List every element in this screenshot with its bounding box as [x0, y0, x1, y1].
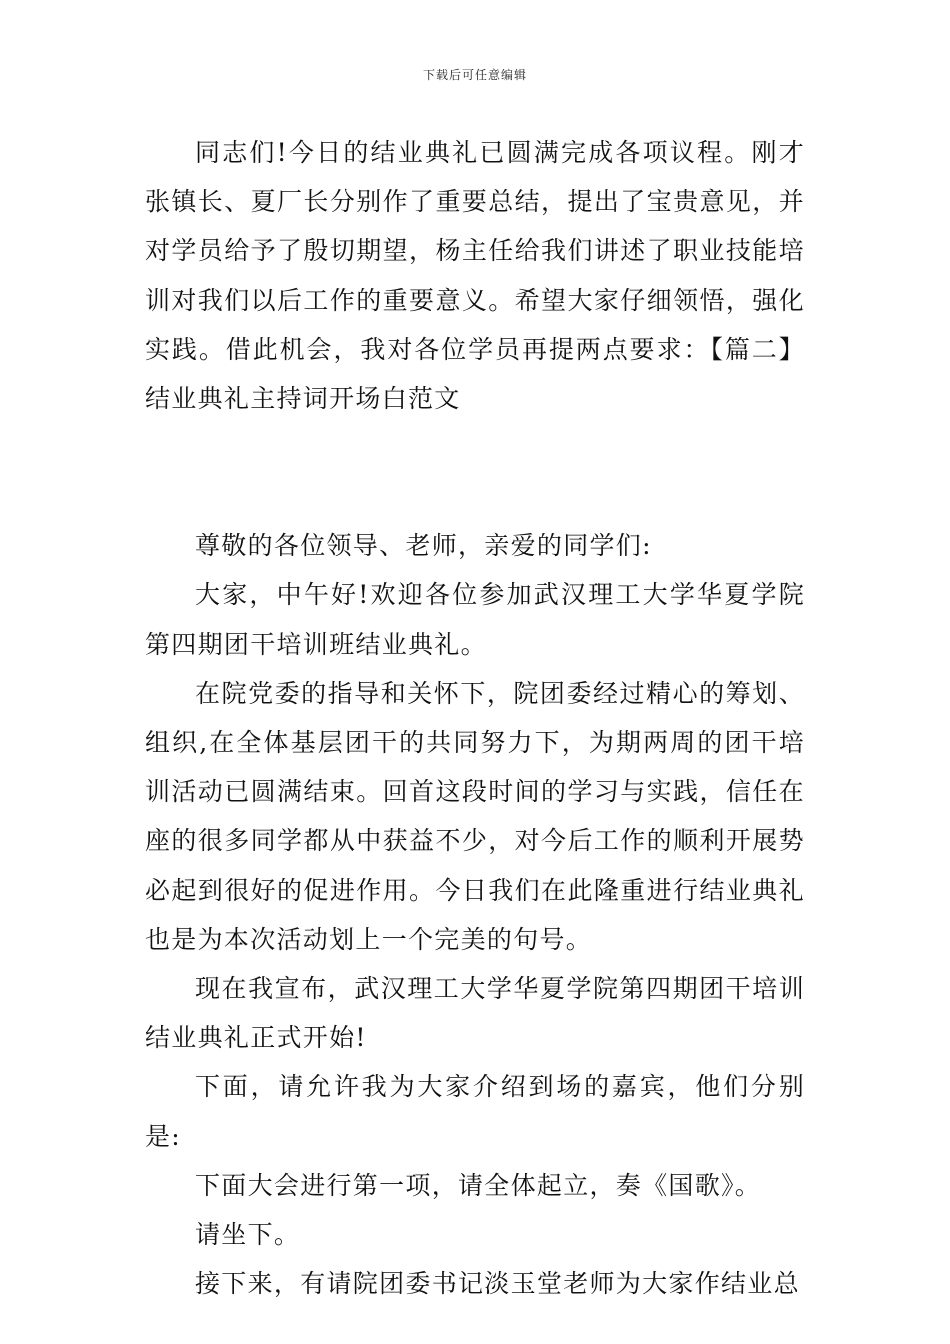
paragraph-closing-remarks: 同志们!今日的结业典礼已圆满完成各项议程。刚才张镇长、夏厂长分别作了重要总结，提出了宝贵意见，并对学员给予了殷切期望，杨主任给我们讲述了职业技能培训对我们以后工作的重要意义。希望大家仔细领悟，强化实践。借此机会，我对各位学员再提两点要求：【篇二】结业典礼主持词开场白范文 [145, 138, 805, 414]
section-gap [145, 423, 805, 521]
paragraph-sit-down: 请坐下。 [195, 1220, 301, 1250]
page-header: 下载后可任意编辑 [422, 68, 527, 82]
paragraph-next-speaker: 接下来，有请院团委书记淡玉堂老师为大家作结业总 [195, 1269, 800, 1299]
paragraph-welcome: 大家，中午好!欢迎各位参加武汉理工大学华夏学院第四期团干培训班结业典礼。 [145, 580, 805, 659]
paragraph-salutation: 尊敬的各位领导、老师，亲爱的同学们: [195, 531, 652, 561]
paragraph-anthem: 下面大会进行第一项，请全体起立，奏《国歌》。 [195, 1170, 762, 1200]
paragraph-announcement: 现在我宣布，武汉理工大学华夏学院第四期团干培训结业典礼正式开始! [145, 974, 805, 1053]
paragraph-guests: 下面，请允许我为大家介绍到场的嘉宾，他们分别是: [145, 1072, 805, 1151]
document-body [145, 128, 805, 1308]
paragraph-summary: 在院党委的指导和关怀下，院团委经过精心的筹划、组织,在全体基层团干的共同努力下，为期两周的团干培训活动已圆满结束。回首这段时间的学习与实践，信任在座的很多同学都从中获益不少，对今后工作的顺利开展势必起到很好的促进作用。今日我们在此隆重进行结业典礼也是为本次活动划上一个完美的句号。 [145, 678, 805, 954]
